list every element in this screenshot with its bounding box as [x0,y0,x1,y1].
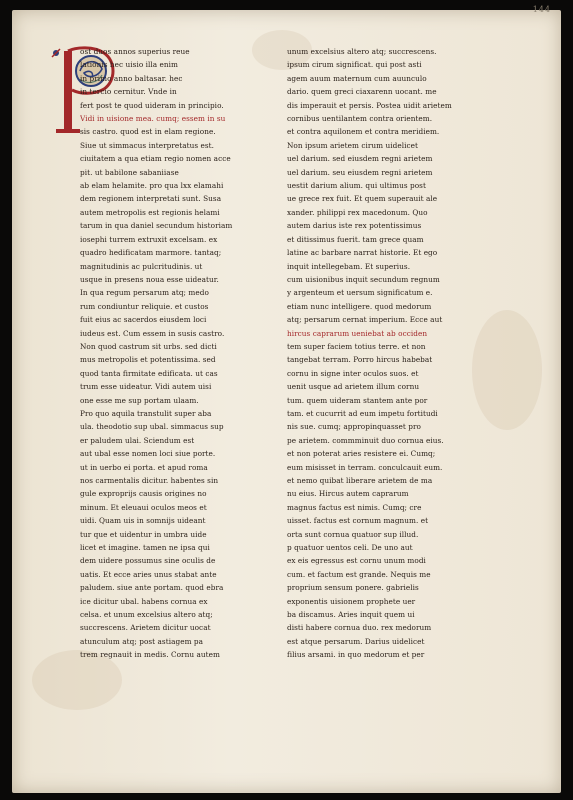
text-line: er paludem ulai. Sciendum est [80,435,195,445]
text-line: unum excelsius altero atq; succrescens. [287,47,437,56]
text-line: y argenteum et uersum significatum e. [287,288,433,298]
text-line: uenit usque ad arietem illum cornu [287,382,420,392]
text-line: ut in uerbo ei porta. et apud roma [80,462,208,472]
text-line: est atque persarum. Darius uidelicet [287,636,425,646]
text-line: hircus caprarum ueniebat ab occiden [287,328,428,338]
text-line: et nemo quibat liberare arietem de ma [287,476,433,485]
text-line: pe arietem. commminuit duo cornua eius. [287,435,444,445]
text-line: tum. quem uideram stantem ante por [287,395,428,405]
text-line: latine ac barbare narrat historie. Et ego [287,248,438,258]
text-line: atunculum atq; post astiagem pa [80,636,204,646]
text-line: eum misisset in terram. conculcauit eum. [287,462,443,472]
text-line: iosephi turrem extruxit excelsam. ex [80,234,218,244]
text-line: dario. quem greci ciaxarenn uocant. me [287,87,437,97]
text-line: fert post te quod uideram in principio. [80,100,224,110]
text-line: magnus factus est nimis. Cumq; cre [287,502,422,512]
text-line: magnitudinis ac pulcritudinis. ut [80,261,203,271]
text-line: trem regnauit in medis. Cornu autem [80,650,220,660]
text-line: one esse me sup portam ulaam. [80,395,199,405]
text-line: mus metropolis et potentissima. sed [80,355,216,365]
text-line: cornibus uentilantem contra orientem. [287,114,433,124]
text-line: exponentis uisionem prophete uer [287,596,416,606]
text-line: ciuitatem a qua etiam regio nomen acce [80,154,231,164]
text-line: cornu in signe inter oculos suos. et [287,368,419,378]
text-line: Non quod castrum sit urbs. sed dicti [80,341,217,351]
text-line: Vidi in uisione mea. cumq; essem in su [80,114,226,124]
text-line: in tercio cernitur. Vnde in [80,87,177,97]
text-line: nu eius. Hircus autem caprarum [287,489,409,499]
left-text-column [80,45,258,662]
text-line: etiam nunc intelligere. quod medorum [287,301,432,311]
text-line: uel darium. seu eiusdem regni arietem [287,167,433,177]
text-line: disti habere cornua duo. rex medorum [287,623,432,633]
text-line: dem uidere possumus sine oculis de [80,556,216,566]
text-line: inquit intellegebam. Et superius. [287,261,411,271]
text-line: quadro hedificatam marmore. tantaq; [80,248,222,258]
folio-number: 144 [532,5,551,14]
text-line: trum esse uideatur. Vidi autem uisi [80,382,212,392]
text-line: uisset. factus est cornum magnum. et [287,516,429,526]
text-line: tem super faciem totius terre. et non [287,341,426,351]
text-line: autem metropolis est regionis helami [80,207,220,217]
text-line: uestit darium alium. qui ultimus post [287,181,426,191]
text-line: licet et imagine. tamen ne ipsa qui [80,543,210,553]
text-line: sis castro. quod est in elam regione. [80,127,216,137]
text-line: paludem. siue ante portam. quod ebra [80,583,224,593]
text-line: succrescens. Arietem dicitur uocat [80,623,211,633]
text-line: tam. et cucurrit ad eum impetu fortitudi [287,408,438,418]
text-line: dis imperauit et persis. Postea uidit arietem [287,100,452,110]
text-line: gule exproprijs causis origines no [80,489,207,499]
text-line: rum condiuntur reliquie. et custos [80,301,209,311]
text-line: tur que et uidentur in umbra uide [80,529,207,539]
text-line: atq; persarum cernat imperium. Ecce aut [287,315,443,325]
text-line: ba discamus. Aries inquit quem ui [287,610,415,620]
text-line: quod tanta firmitate edificata. ut cas [80,368,218,378]
text-line: filius arsami. in quo medorum et per [287,650,425,660]
text-line: tangebat terram. Porro hircus habebat [287,355,433,365]
text-line: ost duos annos superius reue [80,47,190,56]
text-line: nis sue. cumq; appropinquasset pro [287,422,421,432]
text-line: et non poterat aries resistere ei. Cumq; [287,449,436,459]
text-line: et ditissimus fuerit. tam grece quam [287,234,424,244]
text-line: Non ipsum arietem cirum uidelicet [287,140,418,150]
text-line: ice dicitur ubal. habens cornua ex [80,596,208,606]
text-line: celsa. et unum excelsius altero atq; [80,610,213,620]
text-line: et contra aquilonem et contra meridiem. [287,127,440,137]
text-line: pit. ut babilone sabaniiase [80,167,179,177]
text-line: iudeus est. Cum essem in susis castro. [80,328,225,338]
text-line: proprium sensum ponere. gabrielis [287,583,419,593]
text-line: minum. Et eleuaui oculos meos et [80,502,207,512]
text-line: usque in presens noua esse uideatur. [80,274,219,284]
text-line: In qua regum persarum atq; medo [80,288,209,298]
text-line: cum uisionibus inquit secundum regnum [287,274,440,284]
text-line: autem darius iste rex potentissimus [287,221,422,231]
text-line: p quatuor uentos celi. De uno aut [287,543,413,553]
text-line: xander. philippi rex macedonum. Quo [287,207,428,217]
text-line: orta sunt cornua quatuor sup illud. [287,529,419,539]
right-text-column [287,45,483,662]
text-line: latiōnis hec uisio illa enim [80,60,179,70]
text-line: ab elam helamite. pro qua lxx elamahi [80,181,224,191]
text-line: uatis. Et ecce aries unus stabat ante [80,569,217,579]
text-line: nos carmentalis dicitur. habentes sin [80,476,219,485]
text-line: in primo anno baltasar. hec [80,73,183,83]
text-line: cum. et factum est grande. Nequis me [287,569,431,579]
text-line: Siue ut simmacus interpretatus est. [80,140,215,150]
text-line: fuit eius ac sacerdos eiusdem loci [80,315,207,325]
text-line: uel darium. sed eiusdem regni arietem [287,154,433,164]
text-line: uidi. Quam uis in somnijs uideant [80,516,206,526]
text-line: Pro quo aquila transtulit super aba [80,408,212,418]
text-line: agem auum maternum cum auunculo [287,73,427,83]
text-line: ipsum cirum significat. qui post asti [287,60,422,70]
text-line: tarum in qua daniel secundum historiam [80,221,233,231]
text-line: ex eis egressus est cornu unum modi [287,556,426,566]
text-line: aut ubal esse nomen loci siue porte. [80,449,216,459]
text-line: ula. theodotio sup ubal. simmacus sup [80,422,224,432]
text-line: dem regionem interpretati sunt. Susa [80,194,222,204]
text-line: ue grece rex fuit. Et quem superauit ale [287,194,438,204]
